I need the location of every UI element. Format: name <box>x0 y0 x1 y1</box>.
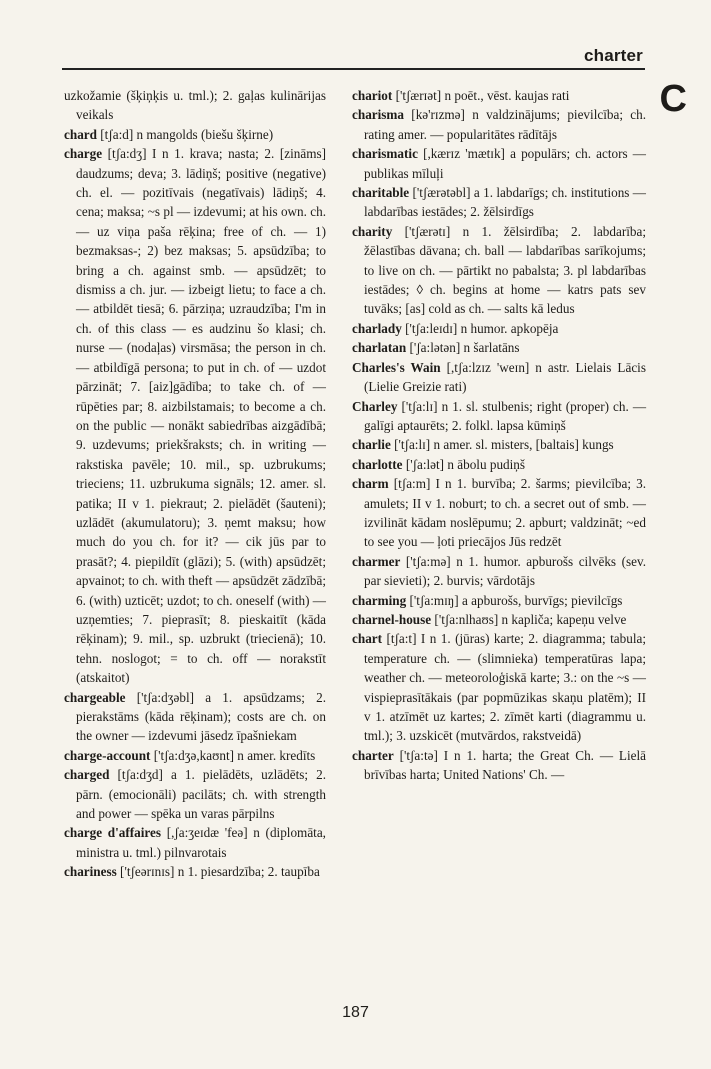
entry-definition: ['ʃa:lət] n ābolu pudiņš <box>405 456 526 472</box>
dictionary-entry <box>352 435 646 454</box>
entry-definition: ['tʃa:leɪdɪ] n humor. apkopēja <box>405 320 559 336</box>
entry-definition: ['tʃa:tə] I n 1. harta; the Great Ch. — Lielā brīvības harta; United Nations' Ch. — <box>364 747 646 783</box>
entry-headword: charm <box>352 476 389 492</box>
left-column <box>64 86 326 882</box>
entry-definition: [tʃa:d] n mangolds (biešu šķirne) <box>100 126 274 142</box>
entry-definition: ['tʃærɪət] n poēt., vēst. kaujas rati <box>395 88 570 103</box>
entry-headword: charged <box>64 767 110 783</box>
entry-headword: charisma <box>352 107 405 123</box>
entry-headword: chariness <box>64 864 117 880</box>
entry-definition: uzkožamie (šķiņķis u. tml.); 2. gaļas kulinārijas veikals <box>64 88 326 123</box>
dictionary-entry <box>352 358 646 397</box>
dictionary-entry <box>352 455 646 474</box>
entry-definition: [tʃa:m] I n 1. burvība; 2. šarms; pievilcība; 3. amulets; II v 1. noburt; to ch. a secret out of smb. — izvilināt kādam noslēpumu; 2. apburt; valdzināt; ~ed to see you — ļoti priecājos Jūs redzēt <box>364 476 647 550</box>
entry-headword: charlady <box>352 320 402 336</box>
entry-headword: charter <box>352 747 394 763</box>
dictionary-entry <box>352 105 646 144</box>
dictionary-entry <box>352 338 646 357</box>
entry-headword: charge-account <box>64 747 151 763</box>
dictionary-entry <box>352 144 646 183</box>
header-rule <box>62 68 645 70</box>
entry-headword: Charley <box>352 398 398 414</box>
dictionary-entry <box>352 552 646 591</box>
dictionary-entry <box>352 319 646 338</box>
section-letter: C <box>659 78 687 120</box>
entry-definition: [,ʃa:ʒeɪdæ 'feə] n (diplomāta, ministra u. tml.) pilnvarotais <box>76 825 326 860</box>
entry-definition: ['tʃa:dʒəbl] a 1. apsūdzams; 2. pierakstāms (kāda rēķinam); costs are ch. on the owner — izdevumi jāsedz īpašniekam <box>76 689 326 744</box>
guide-word: charter <box>583 46 643 65</box>
entry-definition: ['tʃa:lɪ] n 1. sl. stulbenis; right (proper) ch. — galīgi aptaurēts; 2. folkl. lapsa kūmiņš <box>364 398 647 433</box>
dictionary-entry <box>64 765 326 823</box>
dictionary-entry <box>352 183 646 222</box>
entry-definition: ['tʃa:mə] n 1. humor. apburošs cilvēks (sev. par sievieti); 2. burvis; vārdotājs <box>364 553 646 589</box>
dictionary-entry <box>352 86 646 105</box>
dictionary-entry <box>64 144 326 687</box>
entry-headword: charnel-house <box>352 611 432 627</box>
entry-definition: ['tʃa:mɪŋ] a apburošs, burvīgs; pievilcīgs <box>409 592 623 608</box>
dictionary-entry <box>64 862 326 881</box>
entry-headword: chargeable <box>64 689 126 705</box>
dictionary-entry <box>352 474 646 552</box>
dictionary-entry <box>352 746 646 785</box>
dictionary-entry <box>64 125 326 144</box>
entry-headword: charlatan <box>352 340 407 356</box>
entry-headword: charming <box>352 592 407 608</box>
entry-headword: charmer <box>352 553 401 569</box>
dictionary-entry <box>64 86 326 125</box>
entry-headword: charge d'affaires <box>64 825 161 841</box>
entry-headword: chard <box>64 126 97 142</box>
right-column <box>352 86 646 785</box>
dictionary-entry <box>64 746 326 765</box>
entry-definition: [kə'rɪzmə] n valdzinājums; pievilcība; ch. rating amer. — popularitātes rādītājs <box>364 107 647 142</box>
entry-definition: [tʃa:dʒd] a 1. pielādēts, uzlādēts; 2. pārn. (emocionāli) pacilāts; ch. with strength and power — spēka un varas pārpilns <box>76 767 327 822</box>
entry-definition: ['tʃa:dʒə,kaʊnt] n amer. kredīts <box>153 747 316 763</box>
entry-headword: Charles's Wain <box>352 359 441 375</box>
entry-definition: ['tʃærətəbl] a 1. labdarīgs; ch. institutions — labdarības iestādes; 2. žēlsirdīgs <box>364 185 646 220</box>
entry-definition: ['tʃa:nlhaʊs] n kapliča; kapeņu velve <box>434 611 627 627</box>
entry-headword: chariot <box>352 88 393 103</box>
dictionary-entry <box>352 591 646 610</box>
entry-definition: ['ʃa:lətən] n šarlatāns <box>409 340 520 356</box>
dictionary-entry <box>64 688 326 746</box>
dictionary-entry <box>352 629 646 745</box>
dictionary-entry <box>352 222 646 319</box>
entry-headword: charity <box>352 223 393 239</box>
entry-definition: [,kærɪz 'mætɪk] a populārs; ch. actors — publikas mīluļi <box>364 146 646 181</box>
page-number: 187 <box>342 1004 369 1021</box>
entry-headword: charlotte <box>352 456 403 472</box>
dictionary-entry <box>352 610 646 629</box>
dictionary-entry <box>352 397 646 436</box>
entry-headword: charlie <box>352 437 391 453</box>
entry-headword: chart <box>352 631 383 647</box>
entry-headword: charitable <box>352 185 410 201</box>
entry-definition: ['tʃeərɪnɪs] n 1. piesardzība; 2. taupība <box>120 864 320 880</box>
dictionary-entry <box>64 823 326 862</box>
entry-definition: [tʃa:dʒ] I n 1. krava; nasta; 2. [zināms] daudzums; deva; 3. lādiņš; positive (negative) ch. el. — pozitīvais (negatīvais) lādiņš; 4. cena; maksa; ~s pl — izdevumi; at his own. ch. — uz viņa paša rēķina; free of ch. — 1) bezmaksas-; 2) bez maksas; 5. apsūdzība; to bring a ch. against smb. — apsūdzēt; to dismiss a ch. jur. — izbeigt lietu; to face a ch. — atbildēt tiesā; 6. pārziņa; uzraudzība; I'm in ch. of this class — es audzinu šo klasi; ch. nurse — (nodaļas) virsmāsa; the person in ch. — atbildīgā persona; to put in ch. of — uzdot pārzināt; 7. [aiz]gādība; to take ch. of — rūpēties par; 8. aizbilstamais; to become a ch. on the public — nonākt sabiedrības aizgādībā; 9. uzdevums; priekšraksts; ch. in writing — rakstiska pavēle; 10. mil., sp. uzbrukums; trieciens; 11. uzbrukuma signāls; 12. amer. sl. patika; II v 1. piekraut; 2. pielādēt (šauteni); uzlādēt (akumulatoru); 3. ņemt maksu; how much do you ch. for it? — cik jūs par to prasāt?; 4. piepildīt (glāzi); 5. (with) apsūdzēt; apvainot; to ch. with theft — apsūdzēt zādzībā; 6. (with) uzticēt; uzdot; to ch. oneself (with) — uzņemties; 7. pieprasīt; 8. pieskaitīt (kāda rēķinam); 9. mil., sp. uzbrukt (triecienā); 10. tehn. noslogot; = to ch. off — norakstīt (atskaitot) <box>76 146 326 686</box>
entry-definition: ['tʃa:lɪ] n amer. sl. misters, [baltais] kungs <box>394 437 614 453</box>
entry-headword: charge <box>64 146 103 162</box>
entry-definition: [tʃa:t] I n 1. (jūras) karte; 2. diagramma; tabula; temperature ch. — (slimnieka) temperatūras lapa; weather ch. — meteoroloģiskā karte; 3.: on the ~s — vispieprasītākais (par popmūzikas skaņu platēm); II v 1. atzīmēt uz kartes; 2. zīmēt karti (diagrammu u. tml.); 3. uzskicēt (mutvārdos, rakstveidā) <box>364 631 647 744</box>
entry-headword: charismatic <box>352 146 418 162</box>
entry-definition: ['tʃærətɪ] n 1. žēlsirdība; 2. labdarība; žēlastības dāvana; ch. ball — labdarības sarīkojums; to live on ch. — pārtikt no pabalsta; 3. pl labdarības iestādes; ◊ ch. begins at home — katrs pats sev tuvāks; [as] cold as ch. — salts kā ledus <box>364 223 647 317</box>
entry-definition: [,tʃa:lzɪz 'weɪn] n astr. Lielais Lācis (Lielie Greizie rati) <box>364 359 646 395</box>
